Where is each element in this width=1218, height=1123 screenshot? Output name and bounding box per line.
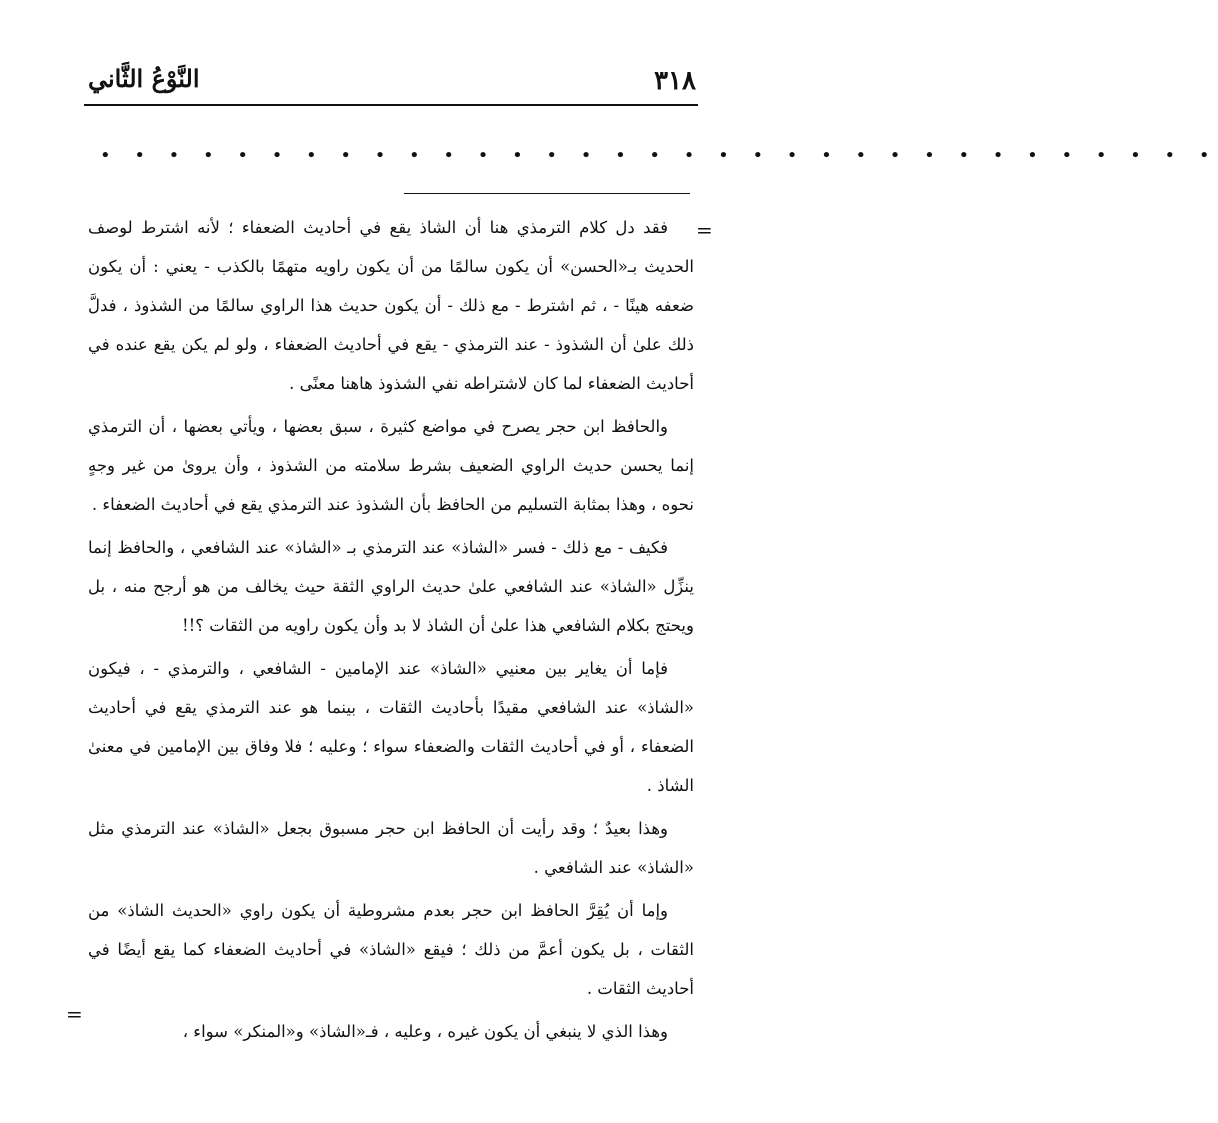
header-rule [84,104,698,106]
footnote-paragraph: وهذا الذي لا ينبغي أن يكون غيره ، وعليه ، فـ«الشاذ» و«المنكر» سواء ، [182,1022,668,1041]
footnote-paragraph: وهذا بعيدٌ ؛ وقد رأيت أن الحافظ ابن حجر مسبوق بجعل «الشاذ» عند الترمذي مثل «الشاذ» عند الشافعي . [88,819,694,877]
footnote-paragraph: وإما أن يُقِرَّ الحافظ ابن حجر بعدم مشروطية أن يكون راوي «الحديث الشاذ» من الثقات ، بل يكون أعمَّ من ذلك ؛ فيقع «الشاذ» في أحاديث الضعفاء كما يقع أيضًا في أحاديث الثقات . [88,901,694,998]
footnote-text [88,208,694,1055]
dotted-separator: • • • • • • • • • • • • • • • • • • • • • • • • • • • • • • • • • [100,145,1218,166]
footnote-rule [404,193,690,194]
page-number: ٣١٨ [654,66,696,96]
footnote-paragraph: فكيف - مع ذلك - فسر «الشاذ» عند الترمذي بـ «الشاذ» عند الشافعي ، والحافظ إنما ينزِّل «الشاذ» عند الشافعي علىٰ حديث الراوي الثقة حيث يخالف من هو أرجح منه ، بل ويحتج بكلام الشافعي هذا علىٰ أن الشاذ لا بد وأن يكون راويه من الثقات ؟!! [88,538,694,635]
continuation-mark-start: = [696,218,713,242]
footnote-paragraph: فقد دل كلام الترمذي هنا أن الشاذ يقع في أحاديث الضعفاء ؛ لأنه اشترط لوصف الحديث بـ«الحسن» أن يكون سالمًا من أن يكون راويه متهمًا بالكذب - يعني : أن يكون ضعفه هينًا - ، ثم اشترط - مع ذلك - أن يكون حديث هذا الراوي سالمًا من الشذوذ ، فدلَّ ذلك علىٰ أن الشذوذ - عند الترمذي - يقع في أحاديث الضعفاء ، ولو لم يكن يقع عنده في أحاديث الضعفاء لما كان لاشتراطه نفي الشذوذ هاهنا معنًى . [88,218,694,393]
footnote-paragraph: والحافظ ابن حجر يصرح في مواضع كثيرة ، سبق بعضها ، ويأتي بعضها ، أن الترمذي إنما يحسن حديث الراوي الضعيف بشرط سلامته من الشذوذ ، وأن يروىٰ من غير وجهٍ نحوه ، وهذا بمثابة التسليم من الحافظ بأن الشذوذ عند الترمذي يقع في أحاديث الضعفاء . [88,417,694,514]
page-header [88,58,696,106]
footnote-paragraph: فإما أن يغاير بين معنيي «الشاذ» عند الإمامين - الشافعي ، والترمذي - ، فيكون «الشاذ» عند الشافعي مقيدًا بأحاديث الثقات ، بينما هو عند الترمذي يقع في أحاديث الضعفاء ، أو في أحاديث الثقات والضعفاء سواء ؛ وعليه ؛ فلا وفاق بين الإمامين في معنىٰ الشاذ . [88,659,694,795]
chapter-title: النَّوْعُ الثَّاني [88,64,200,93]
continuation-mark-end: = [66,1002,83,1026]
